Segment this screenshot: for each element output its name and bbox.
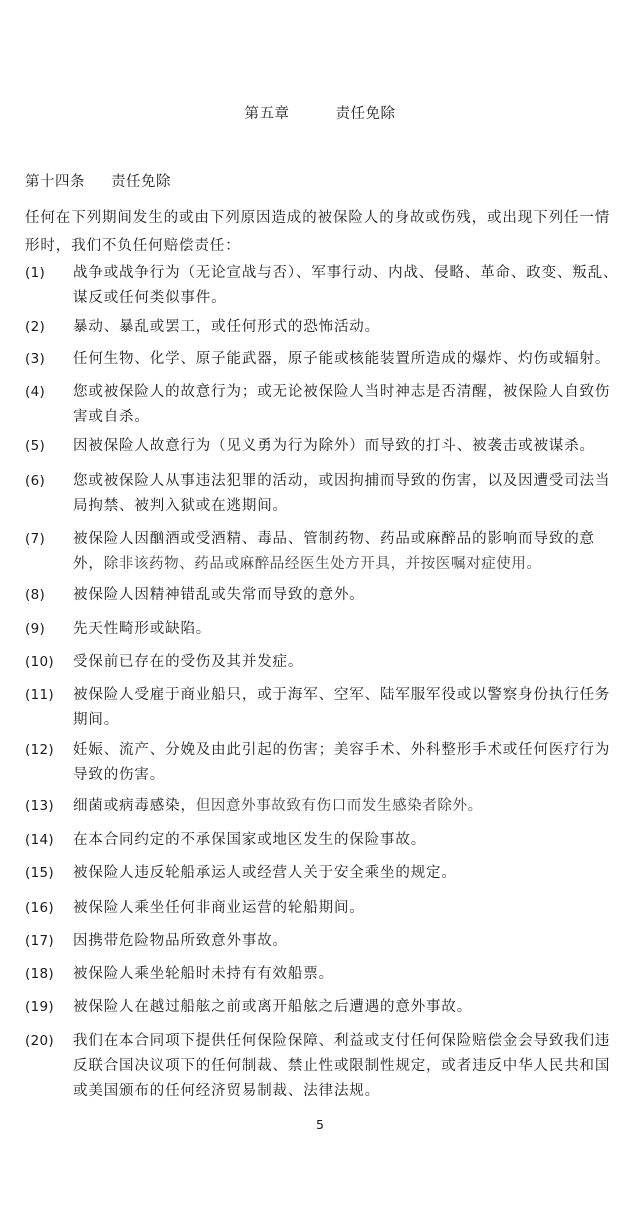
- item-number: (7): [25, 531, 46, 547]
- item-text: 我们在本合同项下提供任何保险保障、利益或支付任何保险赔偿金会导致我们违反联合国决议项下的任何制裁、禁止性或限制性规定，或者违反中华人民共和国或美国颁布的任何经济贸易制裁、法律法规。: [73, 1033, 611, 1099]
- item-number: (20): [25, 1033, 54, 1049]
- item-number: (18): [25, 966, 54, 982]
- item-number: (10): [25, 654, 54, 670]
- list-item: [25, 261, 620, 311]
- item-text: 在本合同约定的不承保国家或地区发生的保险事故。: [73, 832, 427, 848]
- list-item: [25, 738, 620, 788]
- item-text: 细菌或病毒感染，: [73, 798, 196, 814]
- item-number: (4): [25, 384, 46, 400]
- list-item: [25, 1029, 620, 1104]
- item-text: 被保险人因精神错乱或失常而导致的意外。: [73, 587, 365, 603]
- list-item: [25, 995, 620, 1020]
- list-item: [25, 828, 620, 853]
- item-text: 您或被保险人从事违法犯罪的活动，或因拘捕而导致的伤害，以及因遭受司法当局拘禁、被判入狱或在逃期间。: [73, 473, 611, 514]
- item-number: (9): [25, 621, 46, 637]
- list-item: [25, 380, 620, 430]
- item-number: (8): [25, 587, 46, 603]
- item-text: 因被保险人故意行为（见义勇为行为除外）而导致的打斗、被袭击或被谋杀。: [73, 438, 595, 454]
- item-text: 战争或战争行为（无论宣战与否）、军事行动、内战、侵略、革命、政变、叛乱、谋反或任何类似事件。: [73, 265, 619, 306]
- article-number: 第十四条: [25, 174, 85, 190]
- list-item: [25, 527, 620, 577]
- list-item: [25, 896, 620, 921]
- chapter-title: [0, 104, 640, 124]
- list-item: [25, 315, 620, 340]
- item-number: (15): [25, 865, 54, 881]
- list-item: [25, 650, 620, 675]
- chapter-heading: 责任免除: [335, 106, 396, 122]
- list-item: [25, 861, 620, 886]
- item-text: 被保险人违反轮船承运人或经营人关于安全乘坐的规定。: [73, 865, 457, 881]
- item-text: 任何生物、化学、原子能武器，原子能或核能装置所造成的爆炸、灼伤或辐射。: [73, 351, 611, 367]
- page-number: 5: [316, 1117, 324, 1132]
- item-text: 暴动、暴乱或罢工，或任何形式的恐怖活动。: [73, 319, 380, 335]
- list-item: [25, 434, 620, 459]
- item-text: 妊娠、流产、分娩及由此引起的伤害；美容手术、外科整形手术或任何医疗行为导致的伤害。: [73, 742, 611, 783]
- item-number: (19): [25, 999, 54, 1015]
- item-number: (17): [25, 933, 54, 949]
- item-text: 被保险人在越过船舷之前或离开船舷之后遭遇的意外事故。: [73, 999, 473, 1015]
- item-text: 受保前已存在的受伤及其并发症。: [73, 654, 304, 670]
- list-item: [25, 583, 620, 608]
- item-text: 因携带危险物品所致意外事故。: [73, 933, 288, 949]
- intro-paragraph: 任何在下列期间发生的或由下列原因造成的被保险人的身故或伤残，或出现下列任一情形时，我们不负任何赔偿责任：: [25, 210, 611, 254]
- item-number: (12): [25, 742, 54, 758]
- item-text: 被保险人乘坐任何非商业运营的轮船期间。: [73, 900, 365, 916]
- list-item: [25, 683, 620, 733]
- chapter-number: 第五章: [244, 106, 290, 122]
- list-item: [25, 617, 620, 642]
- list-item: [25, 347, 620, 372]
- item-number: (16): [25, 900, 54, 916]
- list-item: [25, 929, 620, 954]
- item-number: (3): [25, 351, 46, 367]
- item-number: (14): [25, 832, 54, 848]
- item-text: 被保险人乘坐轮船时未持有有效船票。: [73, 966, 334, 982]
- item-number: (13): [25, 798, 54, 814]
- list-item: [25, 794, 620, 819]
- item-note: 除非该药物、药品或麻醉品经医生处方开具，并按医嘱对症使用。: [103, 556, 542, 572]
- item-text: 您或被保险人的故意行为；或无论被保险人当时神志是否清醒，被保险人自致伤害或自杀。: [73, 384, 611, 425]
- item-number: (11): [25, 687, 54, 703]
- item-text: 先天性畸形或缺陷。: [73, 621, 212, 637]
- item-number: (6): [25, 473, 46, 489]
- item-text: 被保险人因酗酒或受酒精、毒品、管制药物、药品或麻醉品的影响而导致的意外，: [73, 531, 595, 572]
- article-heading: 责任免除: [111, 174, 171, 190]
- list-item: [25, 962, 620, 987]
- article-title: [25, 172, 171, 192]
- item-note: 但因意外事故致有伤口而发生感染者除外。: [195, 798, 483, 814]
- item-number: (2): [25, 319, 46, 335]
- item-number: (5): [25, 438, 46, 454]
- item-number: (1): [25, 265, 46, 281]
- item-text: 被保险人受雇于商业船只，或于海军、空军、陆军服军役或以警察身份执行任务期间。: [73, 687, 611, 728]
- list-item: [25, 469, 620, 519]
